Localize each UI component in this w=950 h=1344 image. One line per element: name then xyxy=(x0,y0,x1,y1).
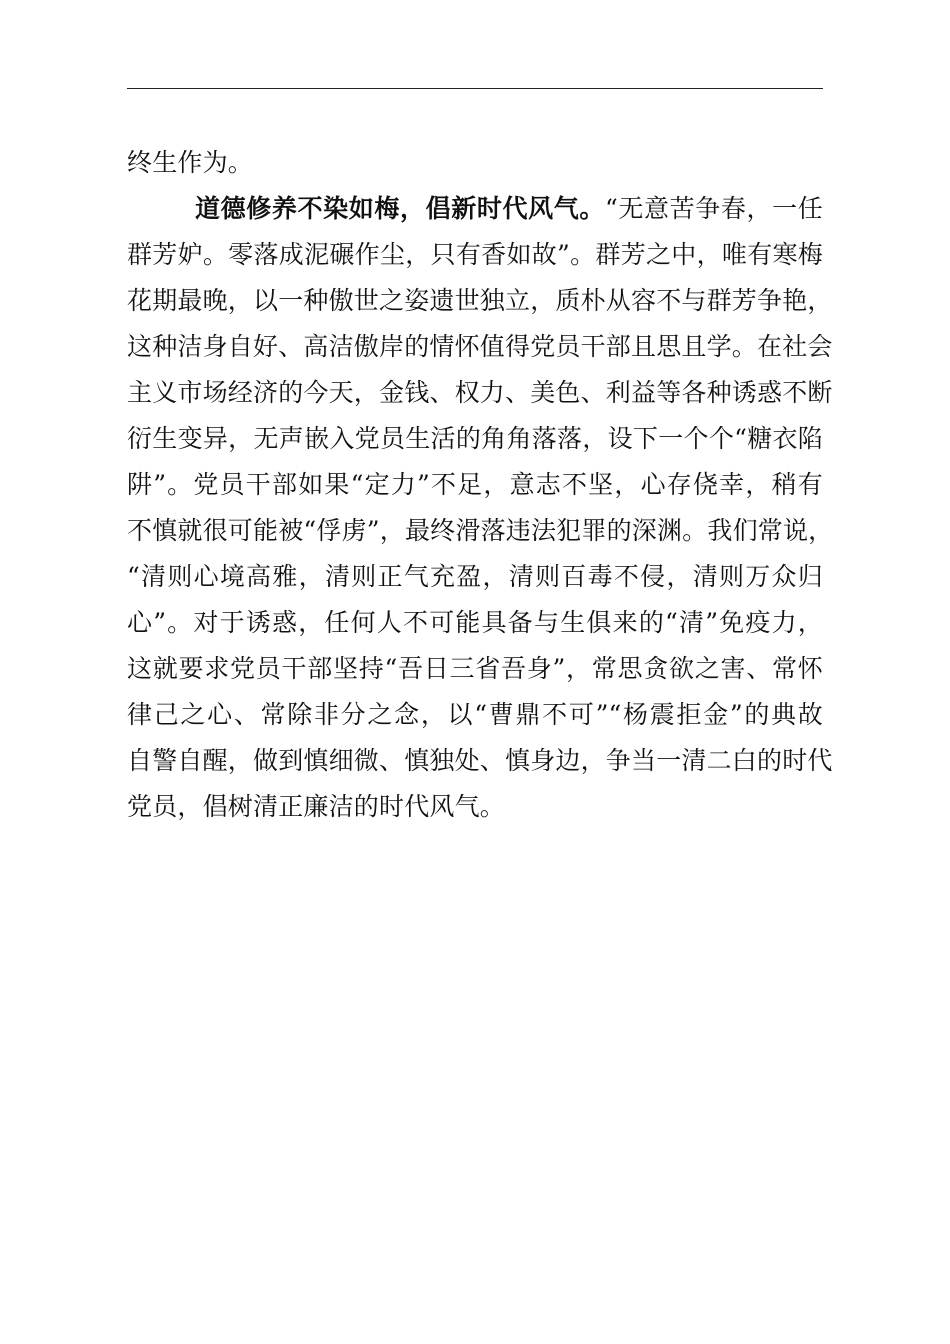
paragraph-line-rest: “无意苦争春，一任 xyxy=(605,194,823,223)
paragraph-line: “清则心境高雅，清则正气充盈，清则百毒不侵，清则万众归 xyxy=(127,562,823,591)
paragraph-line: 衍生变异，无声嵌入党员生活的角角落落，设下一个个“糖衣陷 xyxy=(127,424,823,453)
paragraph-line: 花期最晚，以一种傲世之姿遗世独立，质朴从容不与群芳争艳， xyxy=(127,286,833,315)
paragraph-line: 律己之心、常除非分之念，以“曹鼎不可”“杨震拒金”的典故 xyxy=(127,700,823,729)
section-heading: 道德修养不染如梅，倡新时代风气。 xyxy=(195,194,606,223)
paragraph-line: 自警自醒，做到慎细微、慎独处、慎身边，争当一清二白的时代 xyxy=(127,746,833,775)
paragraph-first-line xyxy=(127,186,823,232)
paragraph-line: 阱”。党员干部如果“定力”不足，意志不坚，心存侥幸，稍有 xyxy=(127,470,823,499)
paragraph-line: 群芳妒。零落成泥碾作尘，只有香如故”。群芳之中，唯有寒梅 xyxy=(127,240,823,269)
document-body xyxy=(127,140,834,830)
paragraph-line: 党员，倡树清正廉洁的时代风气。 xyxy=(127,792,506,821)
paragraph-line: 心”。对于诱惑，任何人不可能具备与生俱来的“清”免疫力， xyxy=(127,608,823,637)
paragraph-line: 这就要求党员干部坚持“吾日三省吾身”，常思贪欲之害、常怀 xyxy=(127,654,823,683)
paragraph-line: 终生作为。 xyxy=(127,148,254,177)
paragraph-line: 主义市场经济的今天，金钱、权力、美色、利益等各种诱惑不断 xyxy=(127,378,833,407)
paragraph-line: 这种洁身自好、高洁傲岸的情怀值得党员干部且思且学。在社会 xyxy=(127,332,833,361)
header-rule xyxy=(127,88,823,89)
paragraph-line: 不慎就很可能被“俘虏”，最终滑落违法犯罪的深渊。我们常说， xyxy=(127,516,834,545)
